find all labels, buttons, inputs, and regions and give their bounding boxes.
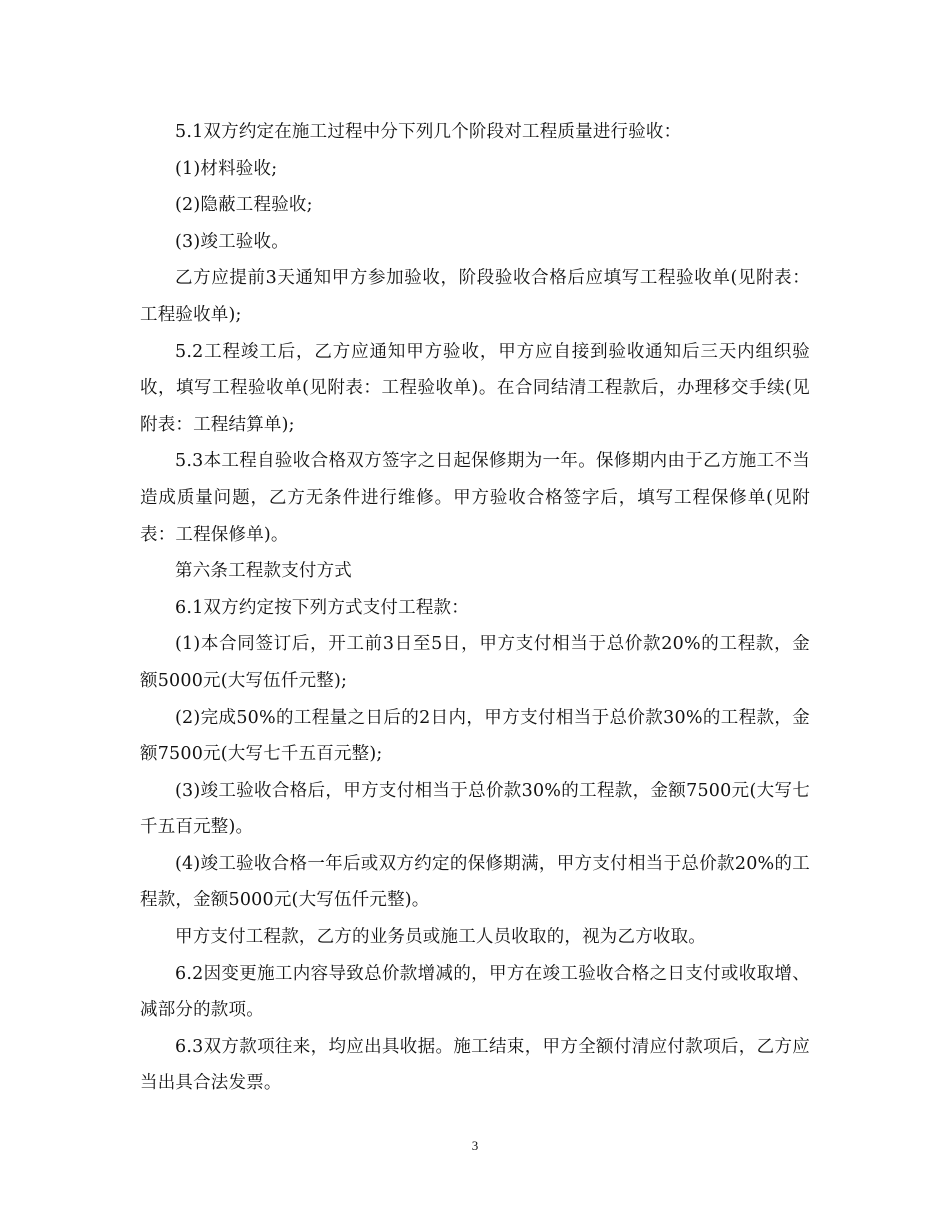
list-item-completion-acceptance: (3)竣工验收。 [175,231,289,252]
document-body [140,114,810,1102]
payment-item-3: (3)竣工验收合格后，甲方支付相当于总价款30%的工程款，金额7500元(大写七千五百元整)。 [140,780,810,838]
clause-5-2-paragraph: 5.2工程竣工后，乙方应通知甲方验收，甲方应自接到验收通知后三天内组织验收，填写工程验收单(见附表：工程验收单)。在合同结清工程款后，办理移交手续(见附表：工程结算单); [140,341,810,435]
payment-item-2: (2)完成50%的工程量之日后的2日内，甲方支付相当于总价款30%的工程款，金额7500元(大写七千五百元整); [140,707,810,765]
payment-item-4: (4)竣工验收合格一年后或双方约定的保修期满，甲方支付相当于总价款20%的工程款，金额5000元(大写伍仟元整)。 [140,853,810,911]
payment-receipt-paragraph: 甲方支付工程款，乙方的业务员或施工人员收取的，视为乙方收取。 [175,927,706,948]
clause-6-3-paragraph: 6.3双方款项往来，均应出具收据。施工结束，甲方全额付清应付款项后，乙方应当出具合法发票。 [140,1036,810,1094]
clause-5-1-paragraph: 5.1双方约定在施工过程中分下列几个阶段对工程质量进行验收： [175,122,682,142]
clause-6-2-paragraph: 6.2因变更施工内容导致总价款增减的，甲方在竣工验收合格之日支付或收取增、减部分的款项。 [140,963,810,1021]
acceptance-notice-paragraph: 乙方应提前3天通知甲方参加验收，阶段验收合格后应填写工程验收单(见附表：工程验收单); [140,268,810,325]
article-6-heading: 第六条工程款支付方式 [175,561,352,582]
payment-item-1: (1)本合同签订后，开工前3日至5日，甲方支付相当于总价款20%的工程款，金额5000元(大写伍仟元整); [140,634,810,691]
clause-6-1-paragraph: 6.1双方约定按下列方式支付工程款： [175,597,469,618]
clause-5-3-paragraph: 5.3本工程自验收合格双方签字之日起保修期为一年。保修期内由于乙方施工不当造成质量问题，乙方无条件进行维修。甲方验收合格签字后，填写工程保修单(见附表：工程保修单)。 [140,451,810,545]
list-item-concealed-work-acceptance: (2)隐蔽工程验收; [175,195,313,216]
list-item-material-acceptance: (1)材料验收; [175,158,278,179]
page-number: 3 [471,1138,479,1153]
